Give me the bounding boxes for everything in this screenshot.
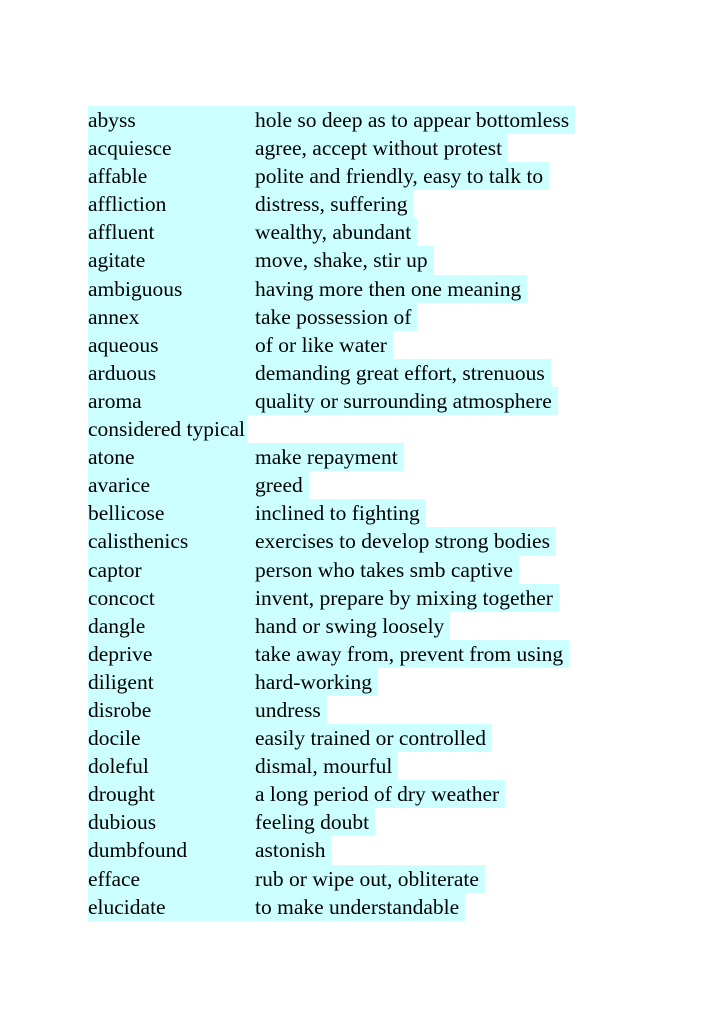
vocabulary-term [88,471,255,499]
vocabulary-entry [88,724,688,752]
term-text: agitate [88,248,146,273]
vocabulary-definition: distress, suffering [255,190,413,218]
vocabulary-definition: rub or wipe out, obliterate [255,865,485,893]
vocabulary-entry [88,893,688,921]
vocabulary-term [88,640,255,668]
vocabulary-entry [88,443,688,471]
vocabulary-definition: quality or surrounding atmosphere [255,387,558,415]
vocabulary-definition: move, shake, stir up [255,246,434,274]
vocabulary-term [88,331,255,359]
vocabulary-term [88,584,255,612]
vocabulary-entry [88,359,688,387]
vocabulary-definition: undress [255,696,327,724]
vocabulary-term [88,527,255,555]
term-text: aqueous [88,332,159,357]
vocabulary-term [88,359,255,387]
term-text: diligent [88,669,154,694]
vocabulary-term [88,612,255,640]
term-text: efface [88,866,141,891]
vocabulary-entry [88,246,688,274]
vocabulary-term [88,836,255,864]
vocabulary-term [88,893,255,921]
vocabulary-term [88,275,255,303]
term-text: arduous [88,360,157,385]
vocabulary-definition: hole so deep as to appear bottomless [255,106,575,134]
term-text: ambiguous [88,276,183,301]
vocabulary-definition: exercises to develop strong bodies [255,527,556,555]
vocabulary-definition: person who takes smb captive [255,556,519,584]
vocabulary-list [88,106,688,921]
term-text: captor [88,557,142,582]
vocabulary-definition: of or like water [255,331,393,359]
vocabulary-definition: easily trained or controlled [255,724,492,752]
vocabulary-definition: inclined to fighting [255,499,426,527]
term-text: calisthenics [88,529,189,554]
vocabulary-entry [88,499,688,527]
vocabulary-definition: invent, prepare by mixing together [255,584,559,612]
vocabulary-term [88,303,255,331]
vocabulary-term [88,780,255,808]
vocabulary-definition: agree, accept without protest [255,134,508,162]
vocabulary-definition: feeling doubt [255,808,375,836]
term-text: drought [88,782,155,807]
vocabulary-entry [88,134,688,162]
vocabulary-entry [88,780,688,808]
term-text: doleful [88,754,149,779]
vocabulary-term [88,246,255,274]
vocabulary-entry [88,106,688,134]
vocabulary-entry [88,640,688,668]
vocabulary-entry [88,696,688,724]
vocabulary-entry [88,387,688,415]
vocabulary-entry [88,836,688,864]
term-text: docile [88,726,141,751]
vocabulary-term [88,808,255,836]
term-text: concoct [88,585,155,610]
vocabulary-term [88,387,255,415]
vocabulary-definition: demanding great effort, strenuous [255,359,551,387]
term-text: disrobe [88,697,152,722]
vocabulary-entry [88,527,688,555]
wrapped-line [88,415,688,443]
vocabulary-entry [88,668,688,696]
term-text: affliction [88,192,167,217]
vocabulary-definition: to make understandable [255,893,465,921]
vocabulary-term [88,696,255,724]
term-text: elucidate [88,894,166,919]
vocabulary-entry [88,612,688,640]
term-text: abyss [88,108,136,132]
vocabulary-entry [88,190,688,218]
vocabulary-definition: hand or swing loosely [255,612,450,640]
vocabulary-entry [88,471,688,499]
vocabulary-definition: make repayment [255,443,404,471]
term-text: annex [88,304,140,329]
vocabulary-definition: a long period of dry weather [255,780,505,808]
vocabulary-term [88,162,255,190]
vocabulary-definition: greed [255,471,309,499]
term-text: bellicose [88,501,165,526]
vocabulary-entry [88,162,688,190]
vocabulary-definition: having more then one meaning [255,275,527,303]
term-text: atone [88,445,135,470]
term-text: affluent [88,220,155,245]
term-text: dubious [88,810,157,835]
term-text: avarice [88,473,151,498]
vocabulary-term [88,668,255,696]
vocabulary-definition: wealthy, abundant [255,218,417,246]
vocabulary-term [88,556,255,584]
vocabulary-definition: take possession of [255,303,417,331]
vocabulary-entry [88,331,688,359]
vocabulary-term [88,190,255,218]
vocabulary-definition: hard-working [255,668,378,696]
vocabulary-definition: take away from, prevent from using [255,640,569,668]
vocabulary-definition: polite and friendly, easy to talk to [255,162,549,190]
vocabulary-entry [88,808,688,836]
term-text: affable [88,164,148,189]
vocabulary-term [88,865,255,893]
vocabulary-term [88,218,255,246]
vocabulary-entry [88,865,688,893]
term-text: aroma [88,388,142,413]
vocabulary-term [88,134,255,162]
definition-continuation: considered typical [88,415,247,443]
vocabulary-definition: dismal, mourful [255,752,398,780]
term-text: dumbfound [88,838,188,863]
vocabulary-entry [88,556,688,584]
term-text: acquiesce [88,136,172,161]
term-text: dangle [88,613,146,638]
vocabulary-term [88,106,255,134]
vocabulary-entry [88,275,688,303]
vocabulary-term [88,724,255,752]
vocabulary-entry [88,218,688,246]
vocabulary-term [88,499,255,527]
vocabulary-term [88,752,255,780]
term-text: deprive [88,641,153,666]
vocabulary-entry [88,303,688,331]
vocabulary-term [88,443,255,471]
vocabulary-entry [88,584,688,612]
vocabulary-definition: astonish [255,836,331,864]
vocabulary-entry [88,752,688,780]
